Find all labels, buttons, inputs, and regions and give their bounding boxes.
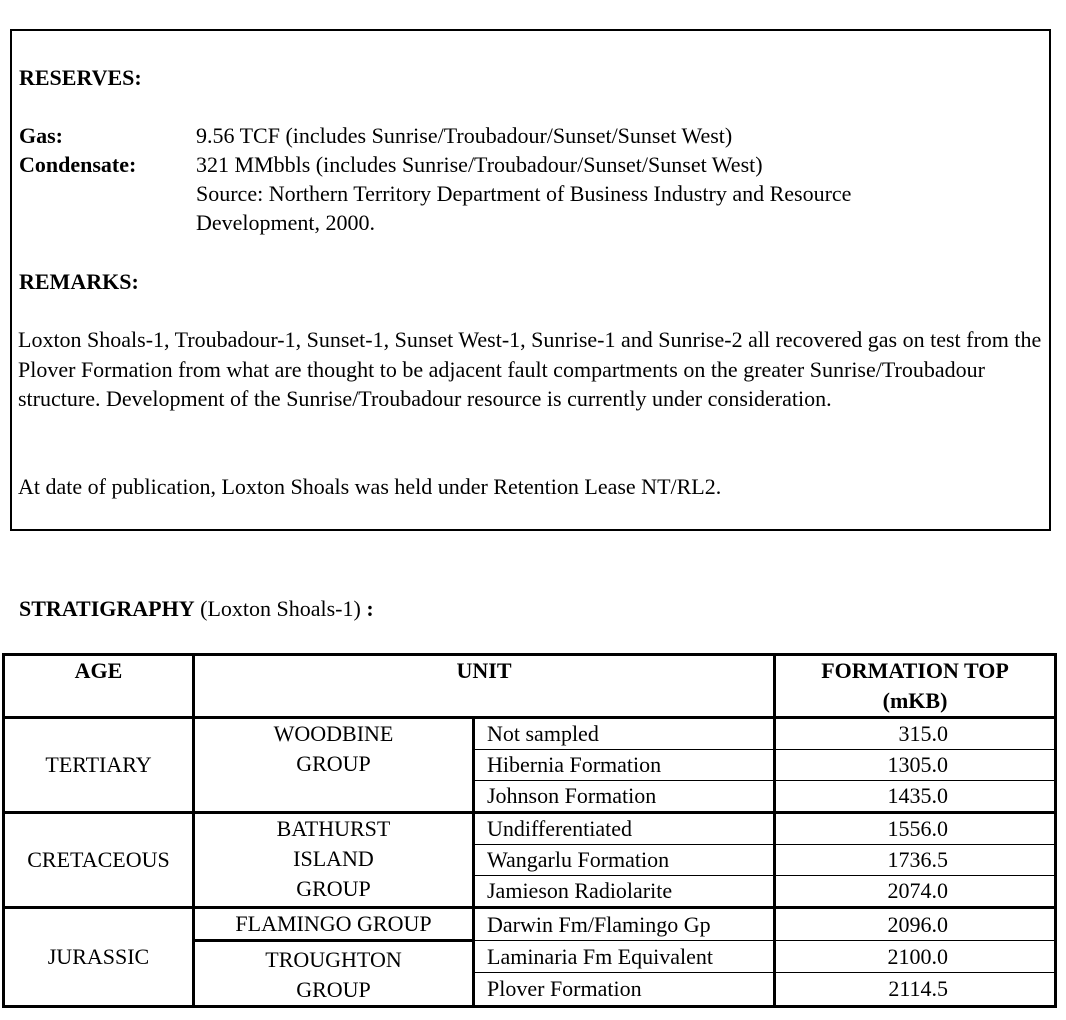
table-row	[4, 908, 1056, 941]
group-troughton-line: GROUP	[296, 977, 371, 1002]
group-woodbine	[194, 718, 474, 813]
group-bathurst-line: GROUP	[296, 876, 371, 901]
formation-name: Jamieson Radiolarite	[474, 876, 775, 908]
formation-name: Laminaria Fm Equivalent	[474, 941, 775, 973]
table-header-row	[4, 655, 1056, 718]
group-troughton-line: TROUGHTON	[265, 947, 402, 972]
formation-name: Wangarlu Formation	[474, 845, 775, 876]
remarks-paragraph-2: At date of publication, Loxton Shoals was held under Retention Lease NT/RL2.	[18, 474, 722, 499]
group-troughton	[194, 941, 474, 1007]
condensate-value: 321 MMbbls (includes Sunrise/Troubadour/Sunset/Sunset West)	[196, 152, 763, 177]
formation-name: Not sampled	[474, 718, 775, 750]
stratigraphy-title	[19, 594, 374, 623]
stratigraphy-table	[2, 653, 1057, 1008]
group-woodbine-line: WOODBINE	[273, 721, 394, 746]
header-unit: UNIT	[194, 655, 775, 718]
stratigraphy-title-colon: :	[360, 596, 374, 621]
reserves-remarks-box	[10, 29, 1051, 531]
group-woodbine-line: GROUP	[296, 751, 371, 776]
formation-name: Johnson Formation	[474, 781, 775, 813]
formation-name: Hibernia Formation	[474, 750, 775, 781]
reserves-heading: RESERVES:	[19, 65, 142, 90]
remarks-heading: REMARKS:	[19, 269, 139, 294]
table-row	[4, 813, 1056, 845]
source-line-2: Development, 2000.	[196, 210, 376, 235]
group-bathurst-island	[194, 813, 474, 908]
formation-top: 2074.0	[775, 876, 1056, 908]
formation-top: 2096.0	[775, 908, 1056, 941]
formation-top: 1556.0	[775, 813, 1056, 845]
formation-top: 1305.0	[775, 750, 1056, 781]
gas-label: Gas:	[19, 123, 63, 148]
formation-top: 2114.5	[888, 976, 949, 1002]
group-bathurst-line: ISLAND	[293, 846, 374, 871]
header-formation-top	[775, 655, 1056, 718]
formation-top: 2100.0	[775, 941, 1056, 973]
gas-value: 9.56 TCF (includes Sunrise/Troubadour/Sunset/Sunset West)	[196, 123, 733, 148]
formation-top: 1435.0	[775, 781, 1056, 813]
formation-top: 315.0	[775, 718, 1056, 750]
source-line-1: Source: Northern Territory Department of Business Industry and Resource	[196, 181, 852, 206]
formation-name: Plover Formation	[474, 973, 775, 1007]
group-bathurst-line: BATHURST	[276, 816, 391, 841]
remarks-paragraph-1: Loxton Shoals-1, Troubadour-1, Sunset-1, Sunset West-1, Sunrise-1 and Sunrise-2 all recovered gas on test from the Plover Formation from what are thought to be adjacent fault compartments on the greater Sunrise/Troubadour structure. Development of the Sunrise/Troubadour resource is currently under consideration.	[18, 327, 1042, 411]
header-top-line1: FORMATION TOP	[821, 658, 1009, 683]
table-row	[4, 718, 1056, 750]
group-flamingo: FLAMINGO GROUP	[194, 908, 474, 941]
stratigraphy-title-well: (Loxton Shoals-1)	[194, 596, 361, 621]
header-age: AGE	[4, 655, 194, 718]
age-tertiary: TERTIARY	[4, 718, 194, 813]
formation-name: Undifferentiated	[474, 813, 775, 845]
header-top-line2: (mKB)	[882, 688, 948, 713]
stratigraphy-title-bold: STRATIGRAPHY	[19, 596, 195, 621]
condensate-label: Condensate:	[19, 152, 137, 177]
age-cretaceous: CRETACEOUS	[4, 813, 194, 908]
formation-name: Darwin Fm/Flamingo Gp	[474, 908, 775, 941]
age-jurassic: JURASSIC	[4, 908, 194, 1007]
formation-top: 1736.5	[775, 845, 1056, 876]
